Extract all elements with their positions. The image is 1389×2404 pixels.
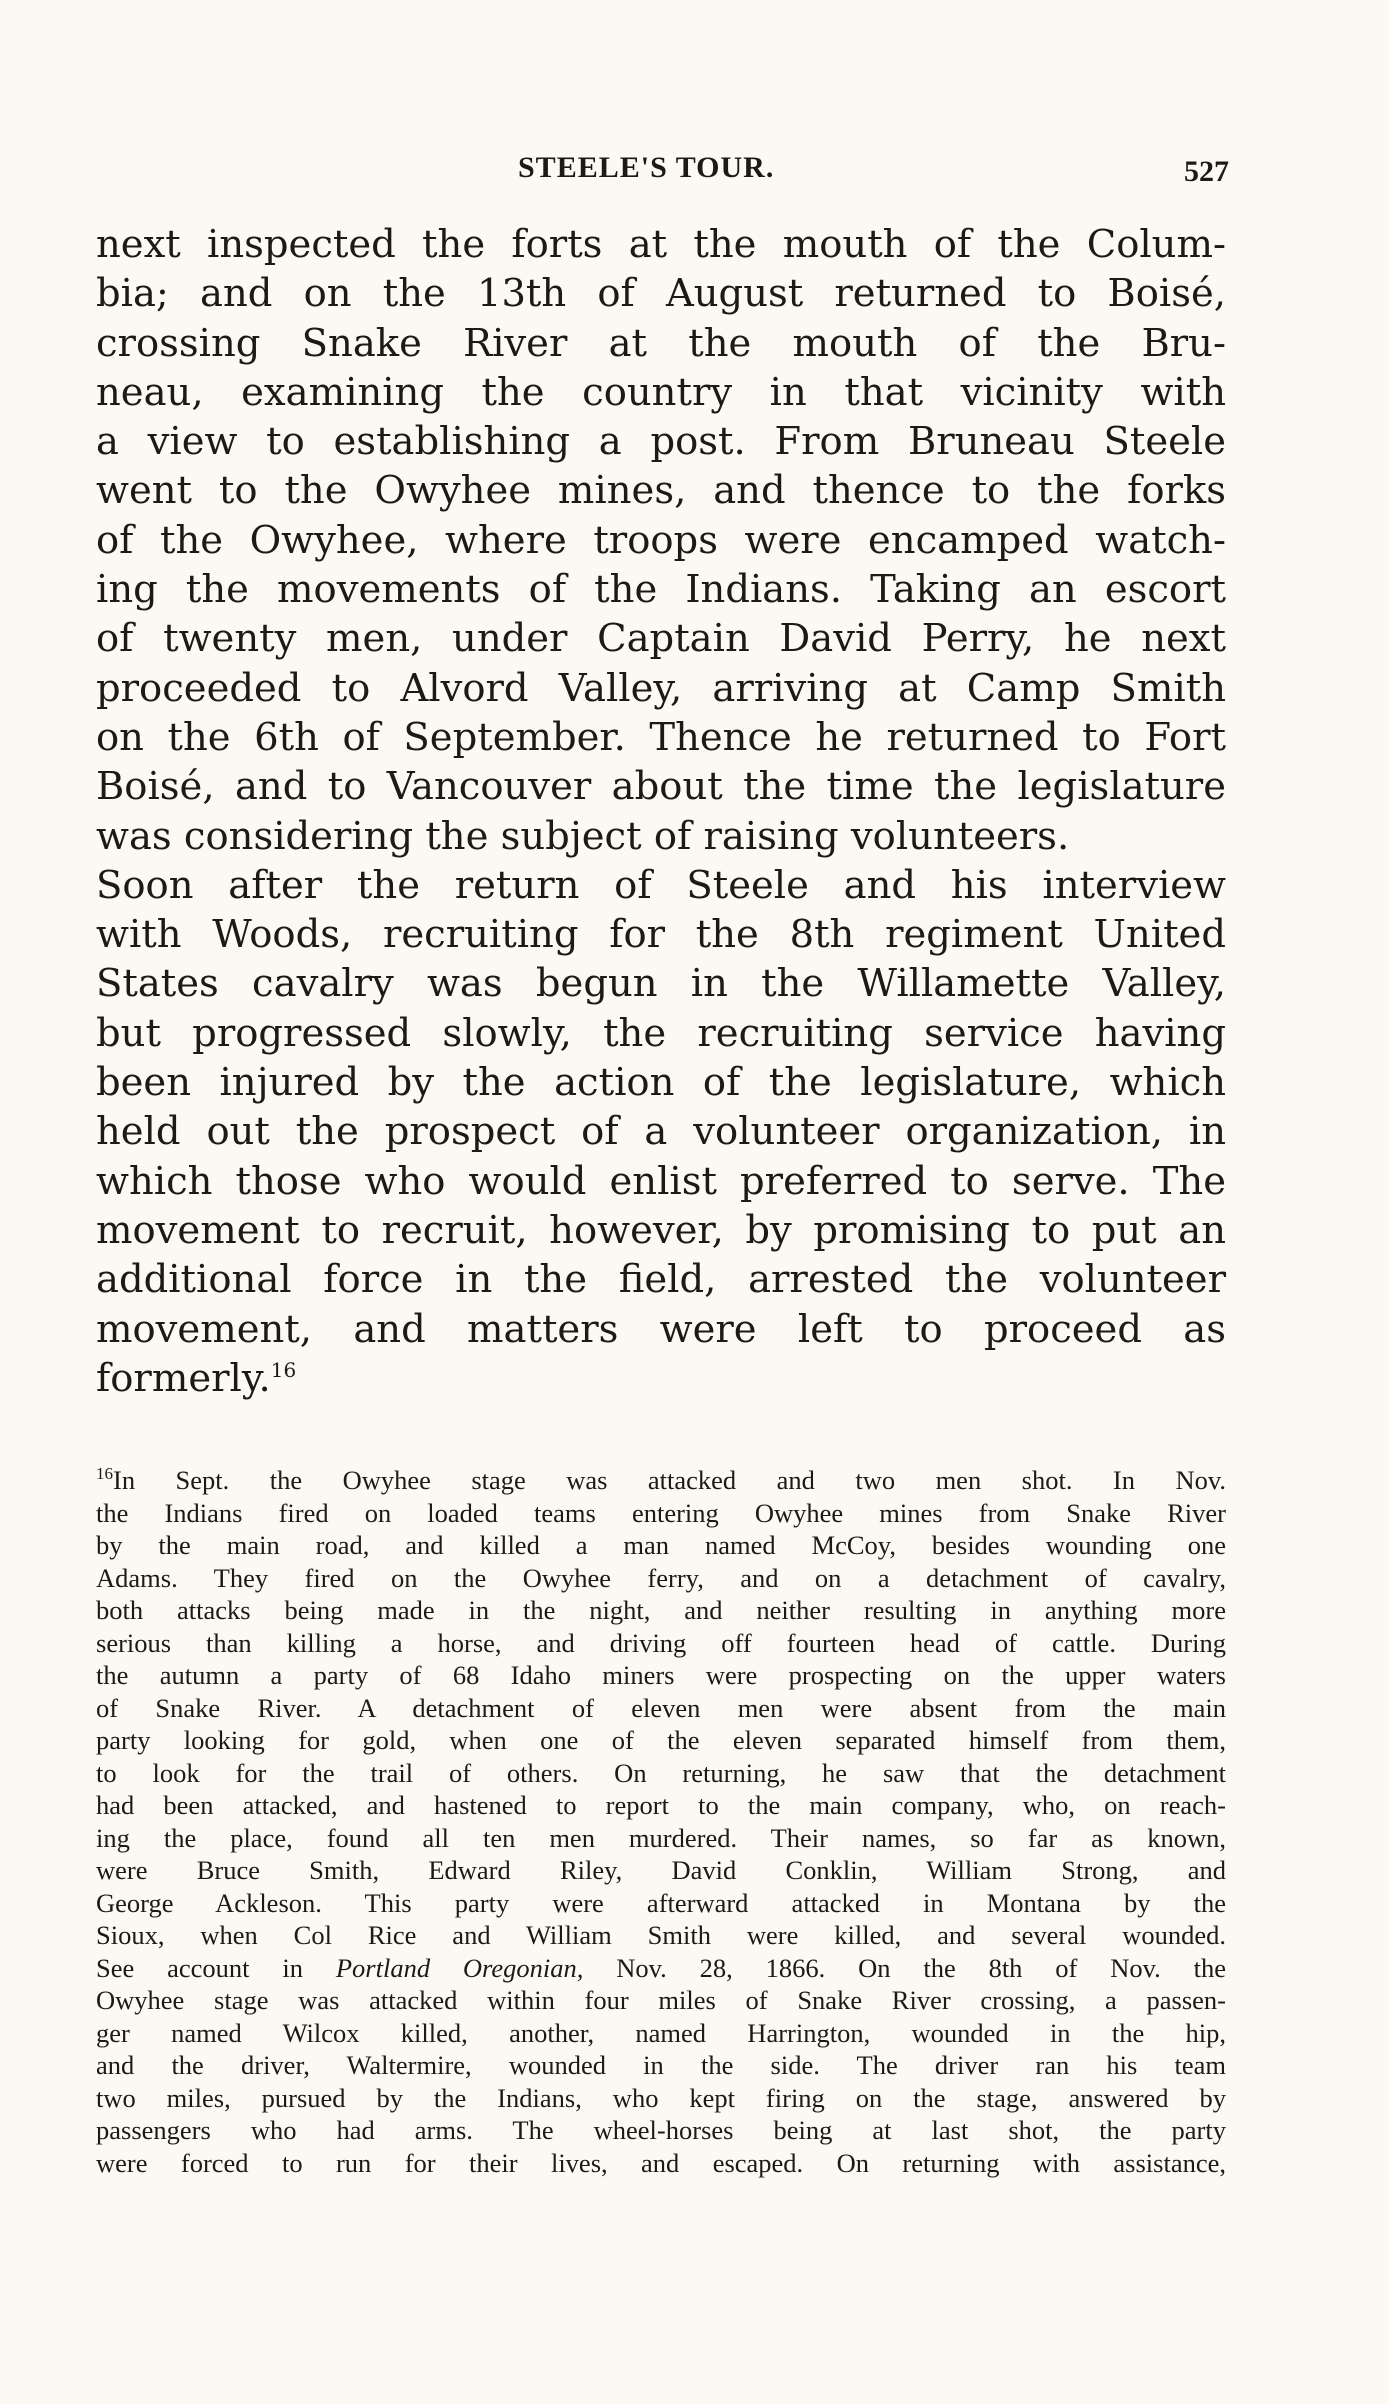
text-line: held out the prospect of a volunteer organization, in (96, 1109, 1226, 1155)
page-number: 527 (1184, 155, 1229, 188)
footnote-line: the autumn a party of 68 Idaho miners were prospecting on the upper waters (96, 1660, 1226, 1690)
footnote-line: ger named Wilcox killed, another, named Harrington, wounded in the hip, (96, 2017, 1226, 2048)
footnote-line: and the driver, Waltermire, wounded in the side. The driver ran his team (96, 2050, 1226, 2080)
footnote-line: to look for the trail of others. On returning, he saw that the detachment (96, 1757, 1226, 1788)
footnote-line: Sioux, when Col Rice and William Smith were killed, and several wounded. (96, 1920, 1226, 1950)
text-line: proceeded to Alvord Valley, arriving at Camp Smith (96, 665, 1226, 711)
footnote-line: George Ackleson. This party were afterward attacked in Montana by the (96, 1887, 1226, 1918)
footnote-line: of Snake River. A detachment of eleven men were absent from the main (96, 1692, 1226, 1723)
footnote-line: two miles, pursued by the Indians, who kept firing on the stage, answered by (96, 2082, 1226, 2113)
paragraph-2 (96, 861, 1226, 1403)
footnote-line: ing the place, found all ten men murdered. Their names, so far as known, (96, 1822, 1226, 1853)
source-title: Portland Oregonian, (335, 1952, 584, 1983)
footnote-line: were forced to run for their lives, and escaped. On returning with assistance, (96, 2147, 1226, 2178)
footnote-line: the Indians fired on loaded teams entering Owyhee mines from Snake River (96, 1497, 1226, 1528)
text-line: Boisé, and to Vancouver about the time the legislature (96, 764, 1226, 810)
text-line: States cavalry was begun in the Willamette Valley, (96, 961, 1226, 1007)
text-line: been injured by the action of the legislature, which (96, 1060, 1226, 1106)
text-line: Soon after the return of Steele and his interview (96, 862, 1226, 908)
text-line: neau, examining the country in that vicinity with (96, 369, 1226, 415)
paragraph-1 (96, 220, 1226, 861)
footnote-line: serious than killing a horse, and driving off fourteen head of cattle. During (96, 1627, 1226, 1658)
text-line: movement, and matters were left to proceed as (96, 1306, 1226, 1352)
footnote-line: by the main road, and killed a man named McCoy, besides wounding one (96, 1530, 1226, 1560)
running-title: STEELE'S TOUR. (518, 151, 775, 184)
text-line: next inspected the forts at the mouth of the Colum- (96, 222, 1226, 267)
footnote-line: party looking for gold, when one of the eleven separated himself from them, (96, 1725, 1226, 1755)
text-fragment: formerly. (96, 1355, 271, 1401)
footnote-text: In Sept. the Owyhee stage was attacked and two men shot. In Nov. (113, 1465, 1226, 1495)
text-line: of the Owyhee, where troops were encamped watch- (96, 517, 1226, 563)
text-line: crossing Snake River at the mouth of the Bru- (96, 320, 1226, 366)
text-line: of twenty men, under Captain David Perry, he next (96, 616, 1226, 662)
text-line: with Woods, recruiting for the 8th regiment United (96, 912, 1226, 958)
footnote-line: Adams. They fired on the Owyhee ferry, and on a detachment of cavalry, (96, 1562, 1226, 1593)
footnote-line (96, 1952, 1226, 1985)
text-line: which those who would enlist preferred to serve. The (96, 1158, 1226, 1204)
footnote (96, 1464, 1226, 2179)
text-line: bia; and on the 13th of August returned to Boisé, (96, 271, 1226, 317)
text-line-last (96, 1354, 1226, 1403)
text-line: ing the movements of the Indians. Taking an escort (96, 567, 1226, 613)
footnote-line: had been attacked, and hastened to report to the main company, who, on reach- (96, 1790, 1226, 1820)
main-text (96, 220, 1226, 1403)
footnote-marker: 16 (96, 1464, 113, 1484)
text-line: went to the Owyhee mines, and thence to the forks (96, 468, 1226, 514)
footnote-text: See account in (96, 1952, 303, 1983)
footnote-text: Nov. 28, 1866. On the 8th of Nov. the (616, 1952, 1226, 1983)
footnote-line: passengers who had arms. The wheel-horses being at last shot, the party (96, 2115, 1226, 2145)
text-line: movement to recruit, however, by promising to put an (96, 1207, 1226, 1253)
footnote-line: were Bruce Smith, Edward Riley, David Conklin, William Strong, and (96, 1855, 1226, 1885)
text-line: a view to establishing a post. From Bruneau Steele (96, 419, 1226, 465)
text-line: additional force in the field, arrested the volunteer (96, 1257, 1226, 1303)
footnote-reference: 16 (270, 1358, 297, 1382)
text-line: on the 6th of September. Thence he returned to Fort (96, 714, 1226, 760)
footnote-line (96, 1464, 1226, 1497)
text-line: but progressed slowly, the recruiting service having (96, 1010, 1226, 1056)
footnote-line: Owyhee stage was attacked within four miles of Snake River crossing, a passen- (96, 1985, 1226, 2015)
footnote-line: both attacks being made in the night, and neither resulting in anything more (96, 1595, 1226, 1625)
text-line: was considering the subject of raising volunteers. (96, 813, 1070, 859)
